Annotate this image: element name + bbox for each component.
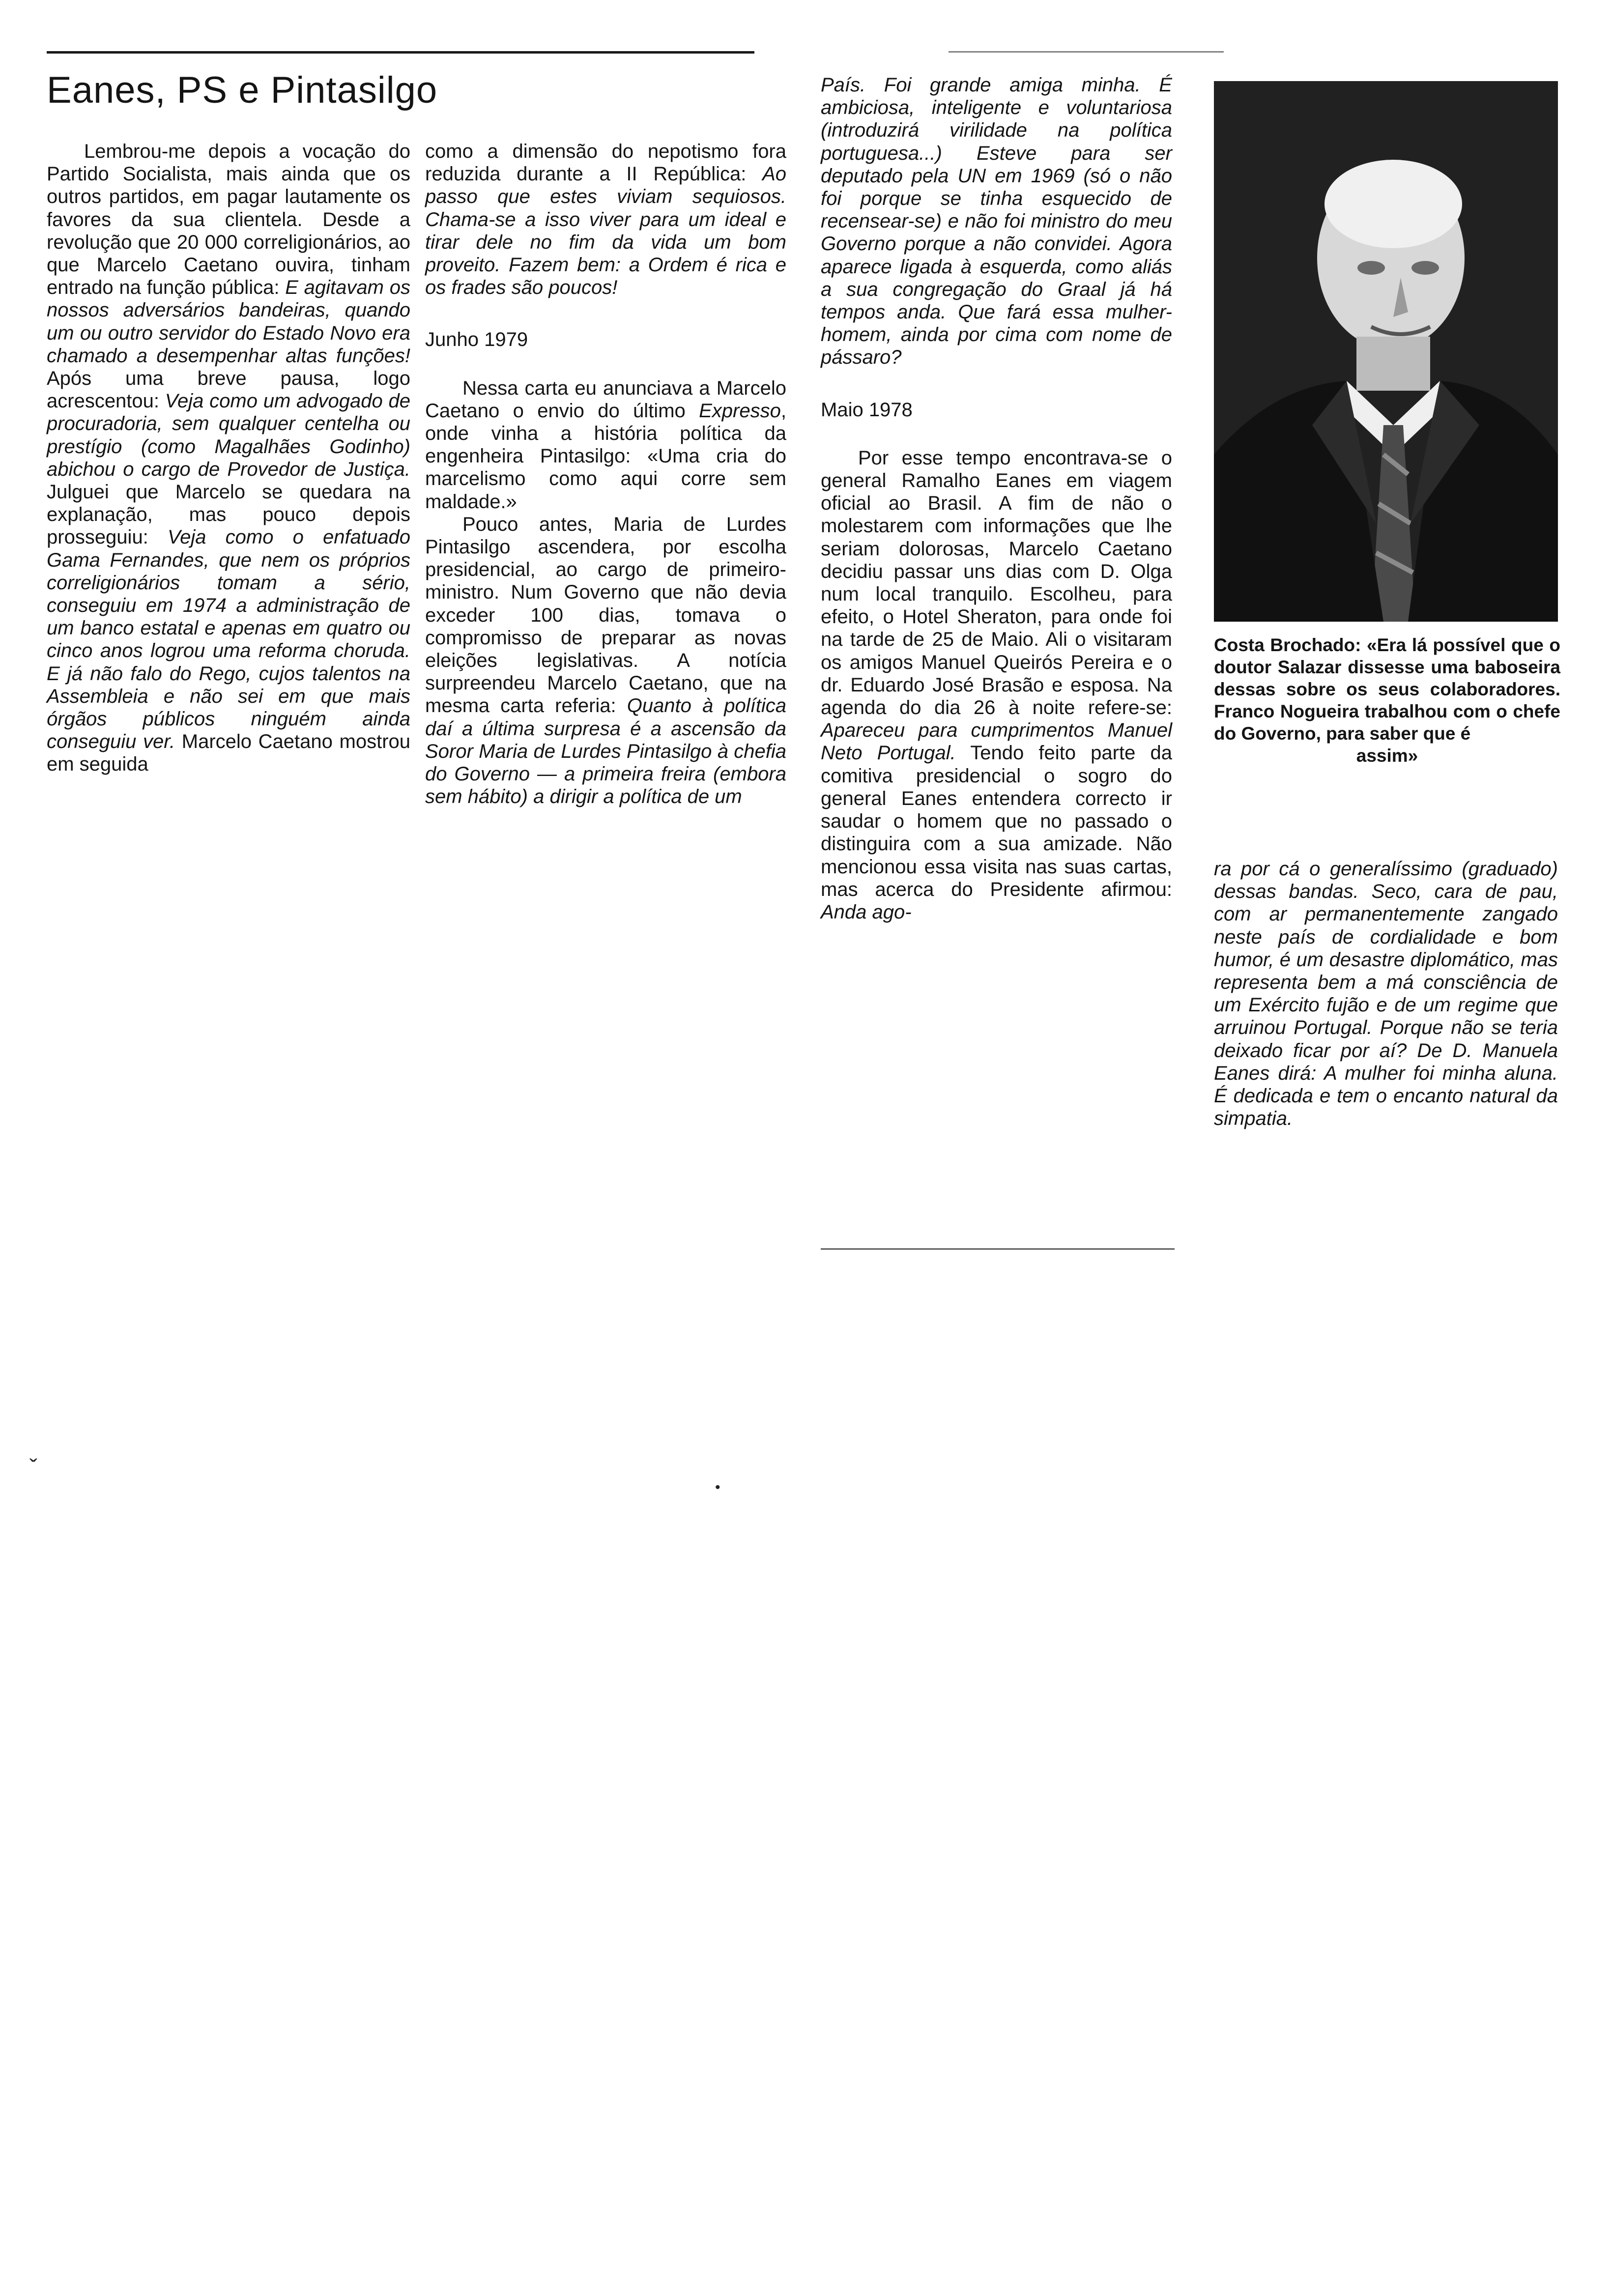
dateline-may-1978: Maio 1978: [821, 399, 913, 421]
paragraph: País. Foi grande amiga minha. É ambiciosa, inteligente e voluntariosa (introduzirá virilidade na política portuguesa...) Esteve para ser deputado pela UN em 1969 (só o não foi porque se tinha esquecido de recensear-se) e não foi ministro do meu Governo porque a não convidei. Agora aparece ligada à esquerda, como aliás a sua congregação do Graal já há tempos anda. Que fará essa mulher-homem, ainda por cima com nome de pássaro?: [821, 74, 1172, 369]
dateline-june-1979: Junho 1979: [425, 329, 528, 351]
paragraph: Lembrou-me depois a vocação do Partido Socialista, mais ainda que os outros partidos, em pagar lautamente os favores da sua clientela. Desde a revolução que 20 000 correligionários, ao que Marcelo Caetano ouvira, tinham entrado na função pública: E agitavam os nossos adversários bandeiras, quando um ou outro servidor do Estado Novo era chamado a desempenhar altas funções! Após uma breve pausa, logo acrescentou: Veja como um advogado de procuradoria, sem qualquer centelha ou prestígio (como Magalhães Godinho) abichou o cargo de Provedor de Justiça. Julguei que Marcelo se quedara na explanação, mas pouco depois prosseguiu: Veja como o enfatuado Gama Fernandes, que nem os próprios correligionários tomam a sério, conseguiu em 1974 a administração de um banco estatal e apenas em quatro ou cinco anos logrou uma reforma chorudа. E já não falo do Rego, cujos talentos na Assembleia e não sei em que mais órgãos públicos ninguém ainda conseguiu ver. Marcelo Caetano mostrou em seguida: [47, 141, 411, 775]
paragraph: como a dimensão do nepotismo fora reduzida durante a II República: Ao passo que estes viviam sequiosos. Chama-se a isso viver para um ideal e tirar dele no fim da vida um bom proveito. Fazem bem: a Ordem é rica e os frades são poucos!: [425, 141, 786, 299]
column-3-bottom-rule: [821, 1248, 1175, 1250]
headline: Eanes, PS e Pintasilgo: [47, 69, 438, 111]
portrait-photo: [1214, 81, 1558, 622]
photo-caption: Costa Brochado: «Era lá possível que o doutor Salazar dissesse uma baboseira dessas sobre os seus colaboradores. Franco Nogueira trabalhou com o chefe do Governo, para saber que é assim»: [1214, 635, 1560, 766]
article-column-2: [425, 140, 786, 808]
article-column-3: [821, 74, 1172, 923]
portrait-image: [1214, 81, 1558, 622]
paragraph: ra por cá o generalíssimo (graduado) dessas bandas. Seco, cara de pau, com ar permanentemente zangado neste país de cordialidade e bom humor, é um desastre diplomático, mas representa bem a má consciência de um Exército fujão e de um regime que arruinou Portugal. Porque não se teria deixado ficar por aí? De D. Manuela Eanes dirá: A mulher foi minha aluna. É dedicada e tem o encanto natural da simpatia.: [1214, 858, 1558, 1130]
scan-dot: •: [715, 1479, 720, 1495]
paragraph: Nessa carta eu anunciava a Marcelo Caetano o envio do último Expresso, onde vinha a história política da engenheira Pintasilgo: «Uma cria do marcelismo como aqui corre sem maldade.»: [425, 377, 786, 513]
paragraph: Pouco antes, Maria de Lurdes Pintasilgo ascendera, por escolha presidencial, ao cargo de primeiro-ministro. Num Governo que não devia exceder 100 dias, tomava o compromisso de preparar as novas eleições legislativas. A notícia surpreendeu Marcelo Caetano, que na mesma carta referia: Quanto à política daí a última surpresa é a ascensão da Soror Maria de Lurdes Pintasilgo à chefia do Governo — a primeira freira (embora sem hábito) a dirigir a política de um: [425, 513, 786, 808]
article-column-1: [47, 140, 410, 776]
article-column-4: [1214, 858, 1558, 1130]
scan-mark: ˇ: [29, 1455, 37, 1481]
top-rule-left: [47, 51, 754, 54]
paragraph: Por esse tempo encontrava-se o general Ramalho Eanes em viagem oficial ao Brasil. A fim de não o molestarem com informações que lhe seriam dolorosas, Marcelo Caetano decidiu passar uns dias com D. Olga num local tranquilo. Escolheu, para efeito, o Hotel Sheraton, para onde foi na tarde de 25 de Maio. Ali o visitaram os amigos Manuel Queirós Pereira e o dr. Eduardo José Brasão e esposa. Na agenda do dia 26 à noite refere-se: Apareceu para cumprimentos Manuel Neto Portugal. Tendo feito parte da comitiva presidencial o sogro do general Eanes entendera correcto ir saudar o homem que no passado o distinguira com a sua amizade. Não mencionou essa visita nas suas cartas, mas acerca do Presidente afirmou: Anda ago-: [821, 447, 1172, 923]
top-rule-right: [949, 51, 1224, 53]
